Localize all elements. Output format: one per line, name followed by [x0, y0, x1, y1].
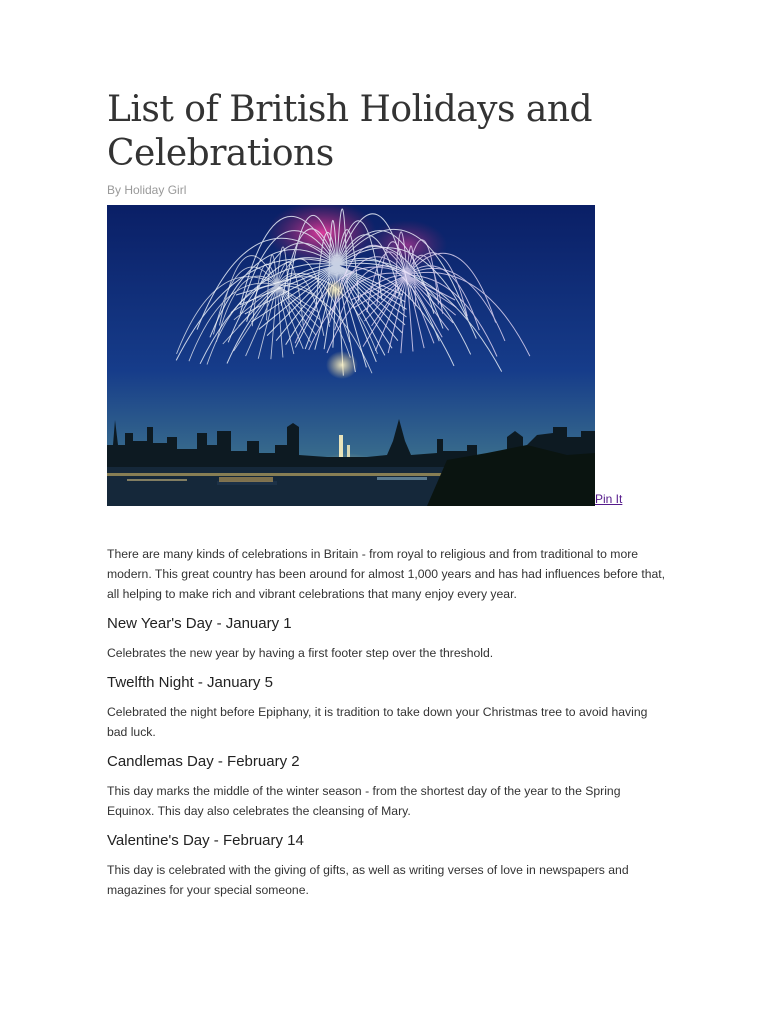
holiday-description: This day marks the middle of the winter season - from the shortest day of the year to the Spring Equinox. This day also celebrates the cleansing of Mary.: [107, 784, 621, 818]
fireworks-photo: [107, 205, 595, 506]
intro-paragraph: There are many kinds of celebrations in Britain - from royal to religious and from traditional to more modern. This great country has been around for almost 1,000 years and has had influences before that, all helping to make rich and vibrant celebrations that many enjoy every year.: [107, 547, 666, 601]
holiday-heading: Candlemas Day - February 2: [107, 753, 300, 770]
holiday-description: Celebrates the new year by having a first footer step over the threshold.: [107, 646, 494, 660]
hero-section: [107, 205, 667, 506]
pin-it-link[interactable]: Pin It: [595, 492, 623, 506]
holiday-section: [107, 613, 667, 663]
article-title: List of British Holidays and Celebrations: [107, 89, 593, 174]
holiday-description: Celebrated the night before Epiphany, it is tradition to take down your Christmas tree to avoid having bad luck.: [107, 705, 648, 739]
holiday-section: [107, 830, 667, 900]
holiday-description: This day is celebrated with the giving of gifts, as well as writing verses of love in newspapers and magazines for your special someone.: [107, 863, 629, 897]
holiday-heading: New Year's Day - January 1: [107, 615, 292, 632]
holiday-heading: Valentine's Day - February 14: [107, 832, 304, 849]
article: [107, 88, 667, 900]
holiday-section: [107, 672, 667, 742]
article-byline: By Holiday Girl: [107, 183, 187, 197]
holiday-section: [107, 751, 667, 821]
holiday-heading: Twelfth Night - January 5: [107, 674, 273, 691]
